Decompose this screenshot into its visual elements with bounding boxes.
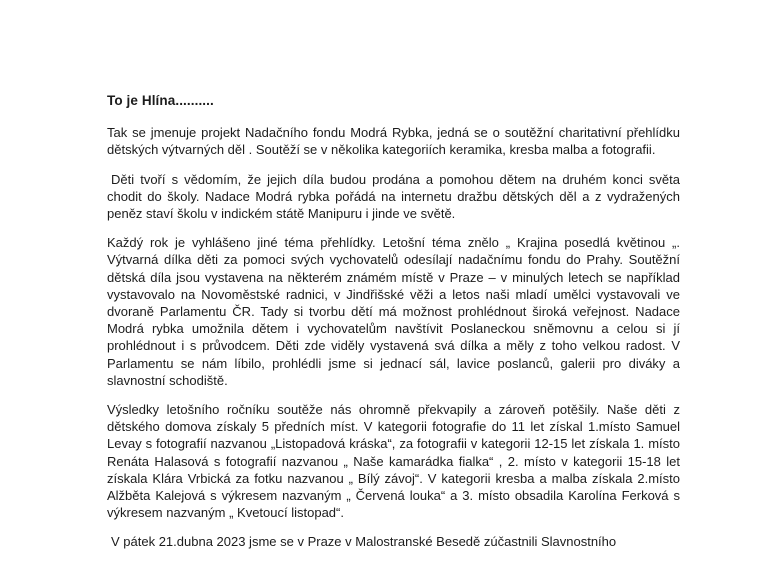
paragraph-friday-event: V pátek 21.dubna 2023 jsme se v Praze v Malostranské Besedě zúčastnili Slavnostního	[111, 534, 617, 550]
paragraph-theme-exhibition: Každý rok je vyhlášeno jiné téma přehlídky. Letošní téma znělo „ Krajina posedlá květinou „. Výtvarná dílka děti za pomoci svých vychovatelů odesílají nadačnímu fondu do Prahy. Soutěžní dětská díla jsou vystavena na některém známém místě v Praze – v minulých letech se například vystavovalo na Novoměstské radnici, v Jindřišské věži a letos naši mladí umělci vystavovali ve dvoraně Parlamentu ČR. Tady si tvorbu dětí má možnost prohlédnout široká veřejnost. Nadace Modrá rybka umožnila dětem i vychovatelům navštívit Poslaneckou sněmovnu a celou si jí prohlédnout i s průvodcem. Děti zde viděly vystavená svá dílka a měly z toho velkou radost. V Parlamentu se nám líbilo, prohlédli jsme si jednací sál, lavice poslanců, galerii pro diváky a slavnostní schodiště.	[107, 235, 680, 388]
paragraph-intro: Tak se jmenuje projekt Nadačního fondu Modrá Rybka, jedná se o soutěžní charitativní přehlídku dětských výtvarných děl . Soutěží se v několika kategoriích keramika, kresba malba a fotografii.	[107, 125, 680, 158]
document-page	[107, 92, 680, 563]
paragraph-results: Výsledky letošního ročníku soutěže nás ohromně překvapily a zároveň potěšily. Naše děti z dětského domova získaly 5 předních míst. V kategorii fotografie do 11 let získal 1.místo Samuel Levay s fotografií nazvanou „Listopadová kráska“, za fotografii v kategorii 12-15 let získala 1. místo Renáta Halasová s fotografií nazvanou „ Naše kamarádka fialka“ , 2. místo v kategorii 15-18 let získala Klára Vrbická za fotku nazvanou „ Bílý závoj“. V kategorii kresba a malba získala 2.místo Alžběta Kalejová s výkresem nazvaným „ Červená louka“ a 3. místo obsadila Karolína Ferková s výkresem nazvaným „ Kvetoucí listopad“.	[107, 402, 680, 521]
paragraph-children-create: Děti tvoří s vědomím, že jejich díla budou prodána a pomohou dětem na druhém konci světa chodit do školy. Nadace Modrá rybka pořádá na internetu dražbu dětských děl a z vydražených peněz staví školu v indickém státě Manipuru i jinde ve světě.	[107, 171, 680, 222]
document-title: To je Hlína..........	[107, 93, 214, 108]
